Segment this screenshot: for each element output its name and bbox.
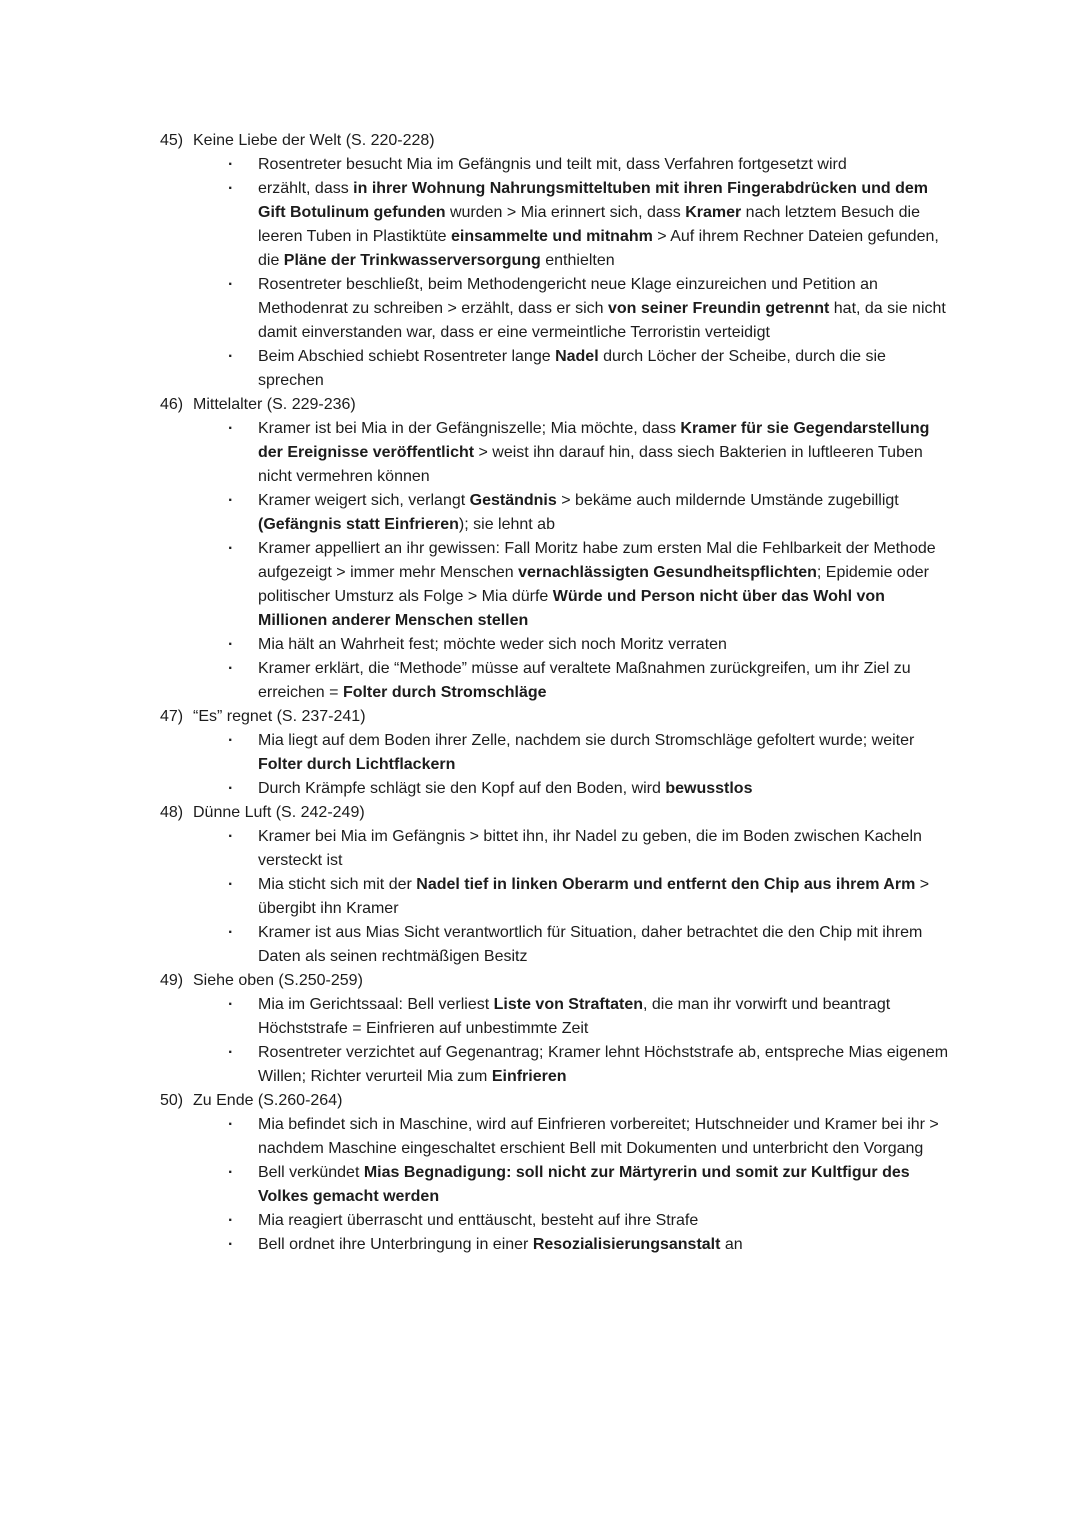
bullet-list — [160, 417, 950, 705]
chapter-summary-list — [160, 129, 950, 1257]
chapter-title: “Es” regnet (S. 237-241) — [193, 708, 366, 725]
text-segment: Mia im Gerichtssaal: Bell verliest — [258, 996, 494, 1013]
bullet-list — [160, 993, 950, 1089]
text-segment: erzählt, dass — [258, 180, 354, 197]
text-segment: Mia reagiert überrascht und enttäuscht, besteht auf ihre Strafe — [258, 1212, 699, 1229]
chapter-heading — [160, 969, 950, 993]
chapter-number: 46) — [160, 396, 184, 413]
chapter-number: 48) — [160, 804, 184, 821]
bullet-item — [258, 921, 950, 969]
text-segment: > Auf ihrem Rechner Dateien gefunden, die — [258, 228, 939, 269]
bullet-item — [258, 153, 950, 177]
bullet-item — [258, 273, 950, 345]
bullet-item — [258, 657, 950, 705]
chapter-heading — [160, 801, 950, 825]
text-segment: Beim Abschied schiebt Rosentreter lange — [258, 348, 556, 365]
bullet-item — [258, 1209, 950, 1233]
text-segment: ); sie lehnt ab — [458, 516, 555, 533]
text-segment: Kramer erklärt, die “Methode” müsse auf veraltete Maßnahmen zurückgreifen, um ihr Ziel zu erreichen = — [258, 660, 911, 701]
bold-text: Nadel — [555, 348, 599, 365]
chapter-heading — [160, 393, 950, 417]
text-segment: nach letztem Besuch die leeren Tuben in Plastiktüte — [258, 204, 920, 245]
bold-text: vernachlässigten Gesundheitspflichten — [518, 564, 817, 581]
chapter-title: Mittelalter (S. 229-236) — [193, 396, 356, 413]
bullet-item — [258, 489, 950, 537]
chapter-section — [160, 129, 950, 393]
text-segment: Kramer weigert sich, verlangt — [258, 492, 470, 509]
text-segment: enthielten — [540, 252, 615, 269]
text-segment: Bell verkündet — [258, 1164, 364, 1181]
text-segment: durch Löcher der Scheibe, durch die sie sprechen — [258, 348, 886, 389]
bold-text: (Gefängnis statt Einfrieren — [258, 516, 459, 533]
bold-text: Kramer für sie Gegendarstellung der Ereignisse veröffentlicht — [258, 420, 930, 461]
bold-text: Pläne der Trinkwasserversorgung — [283, 252, 541, 269]
chapter-heading — [160, 129, 950, 153]
bold-text: Kramer — [685, 204, 742, 221]
bold-text: Geständnis — [469, 492, 557, 509]
bullet-item — [258, 993, 950, 1041]
bullet-list — [160, 729, 950, 801]
chapter-heading — [160, 1089, 950, 1113]
text-segment: ; Epidemie oder politischer Umsturz als Folge > Mia dürfe — [258, 564, 929, 605]
text-segment: Kramer bei Mia im Gefängnis > bittet ihn, ihr Nadel zu geben, die im Boden zwischen Kacheln versteckt ist — [258, 828, 922, 869]
bullet-item — [258, 177, 950, 273]
chapter-number: 45) — [160, 132, 184, 149]
bullet-item — [258, 1233, 950, 1257]
text-segment: Mia sticht sich mit der — [258, 876, 417, 893]
bold-text: von seiner Freundin getrennt — [607, 300, 830, 317]
bold-text: Würde und Person nicht über das Wohl von Millionen anderer Menschen stellen — [258, 588, 885, 629]
text-segment: Rosentreter verzichtet auf Gegenantrag; Kramer lehnt Höchststrafe ab, entspreche Mias eigenem Willen; Richter verurteil Mia zum — [258, 1044, 949, 1085]
text-segment: wurden > Mia erinnert sich, dass — [445, 204, 686, 221]
bold-text: Resozialisierungsanstalt — [532, 1236, 721, 1253]
bullet-list — [160, 153, 950, 393]
chapter-section — [160, 705, 950, 801]
chapter-section — [160, 393, 950, 705]
chapter-section — [160, 1089, 950, 1257]
bullet-item — [258, 873, 950, 921]
chapter-section — [160, 969, 950, 1089]
chapter-title: Dünne Luft (S. 242-249) — [193, 804, 365, 821]
text-segment: Kramer ist bei Mia in der Gefängniszelle; Mia möchte, dass — [258, 420, 681, 437]
text-segment: Mia befindet sich in Maschine, wird auf Einfrieren vorbereitet; Hutschneider und Kramer bei ihr > nachdem Maschine eingeschaltet erschient Bell mit Dokumenten und unterbricht den Vorgang — [258, 1116, 939, 1157]
bullet-item — [258, 729, 950, 777]
bullet-item — [258, 537, 950, 633]
bold-text: Folter durch Lichtflackern — [258, 756, 456, 773]
bold-text: in ihrer Wohnung Nahrungsmitteltuben mit ihren Fingerabdrücken und dem Gift Botulinum gefunden — [258, 180, 928, 221]
bullet-item — [258, 417, 950, 489]
text-segment: > weist ihn darauf hin, dass siech Bakterien in luftleeren Tuben nicht vermehren können — [258, 444, 923, 485]
bullet-item — [258, 633, 950, 657]
bullet-item — [258, 1113, 950, 1161]
text-segment: an — [720, 1236, 743, 1253]
bold-text: Nadel tief in linken Oberarm und entfernt den Chip aus ihrem Arm — [416, 876, 916, 893]
text-segment: hat, da sie nicht damit einverstanden war, dass er eine vermeintliche Terroristin verteidigt — [258, 300, 946, 341]
text-segment: Bell ordnet ihre Unterbringung in einer — [258, 1236, 533, 1253]
bold-text: einsammelte und mitnahm — [451, 228, 653, 245]
bullet-item — [258, 777, 950, 801]
chapter-title: Keine Liebe der Welt (S. 220-228) — [193, 132, 435, 149]
text-segment: , die man ihr vorwirft und beantragt Höchststrafe = Einfrieren auf unbestimmte Zeit — [258, 996, 891, 1037]
text-segment: Mia hält an Wahrheit fest; möchte weder sich noch Moritz verraten — [258, 636, 727, 653]
text-segment: > bekäme auch mildernde Umstände zugebilligt — [556, 492, 899, 509]
bold-text: Folter durch Stromschläge — [342, 684, 547, 701]
bullet-item — [258, 345, 950, 393]
text-segment: Kramer ist aus Mias Sicht verantwortlich für Situation, daher betrachtet die den Chip mit ihrem Daten als seinen rechtmäßigen Besitz — [258, 924, 923, 965]
bullet-list — [160, 1113, 950, 1257]
bullet-list — [160, 825, 950, 969]
text-segment: Durch Krämpfe schlägt sie den Kopf auf den Boden, wird — [258, 780, 666, 797]
text-segment: > übergibt ihn Kramer — [258, 876, 930, 917]
chapter-heading — [160, 705, 950, 729]
chapter-number: 47) — [160, 708, 184, 725]
chapter-number: 49) — [160, 972, 184, 989]
bullet-item — [258, 1161, 950, 1209]
bold-text: Mias Begnadigung: soll nicht zur Märtyrerin und somit zur Kultfigur des Volkes gemacht werden — [258, 1164, 910, 1205]
bullet-item — [258, 825, 950, 873]
text-segment: Kramer appelliert an ihr gewissen: Fall Moritz habe zum ersten Mal die Fehlbarkeit der Methode aufgezeigt > immer mehr Menschen — [258, 540, 936, 581]
text-segment: Rosentreter beschließt, beim Methodengericht neue Klage einzureichen und Petition an Methodenrat zu schreiben > erzählt, dass er sich — [258, 276, 878, 317]
bold-text: Einfrieren — [491, 1068, 567, 1085]
text-segment: Rosentreter besucht Mia im Gefängnis und teilt mit, dass Verfahren fortgesetzt wird — [258, 156, 847, 173]
bold-text: bewusstlos — [665, 780, 753, 797]
chapter-title: Siehe oben (S.250-259) — [193, 972, 363, 989]
bold-text: Liste von Straftaten — [493, 996, 643, 1013]
chapter-section — [160, 801, 950, 969]
chapter-title: Zu Ende (S.260-264) — [193, 1092, 343, 1109]
text-segment: Mia liegt auf dem Boden ihrer Zelle, nachdem sie durch Stromschläge gefoltert wurde; weiter — [258, 732, 915, 749]
chapter-number: 50) — [160, 1092, 184, 1109]
bullet-item — [258, 1041, 950, 1089]
